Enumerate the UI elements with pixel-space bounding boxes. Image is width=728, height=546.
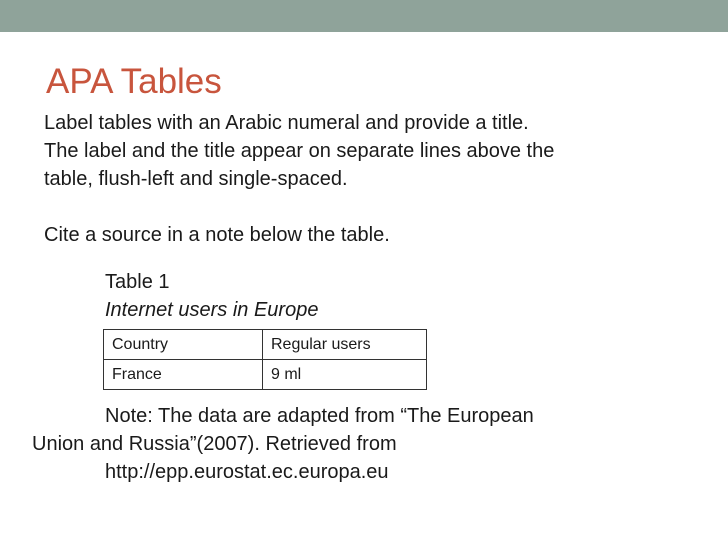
- note-line: Union and Russia”(2007). Retrieved from: [32, 433, 397, 455]
- header-regular-users: Regular users: [263, 330, 427, 360]
- table-header-row: [104, 330, 427, 360]
- top-accent-bar: [0, 0, 728, 32]
- table-row: [104, 360, 427, 390]
- table-title: Internet users in Europe: [105, 299, 319, 321]
- cite-instruction: Cite a source in a note below the table.: [44, 224, 390, 246]
- cell-country: France: [104, 360, 263, 390]
- internet-users-table: [103, 329, 427, 390]
- cell-regular-users: 9 ml: [263, 360, 427, 390]
- header-country: Country: [104, 330, 263, 360]
- slide-body: [44, 109, 704, 249]
- note-source-url: http://epp.eurostat.ec.europa.eu: [105, 461, 389, 483]
- body-line: The label and the title appear on separate lines above the: [44, 140, 555, 162]
- slide-title: APA Tables: [46, 62, 222, 101]
- table-note: [32, 402, 712, 486]
- body-line: table, flush-left and single-spaced.: [44, 168, 348, 190]
- note-line: Note: The data are adapted from “The European: [105, 405, 534, 427]
- body-line: Label tables with an Arabic numeral and provide a title.: [44, 112, 529, 134]
- table-label: Table 1: [105, 271, 170, 293]
